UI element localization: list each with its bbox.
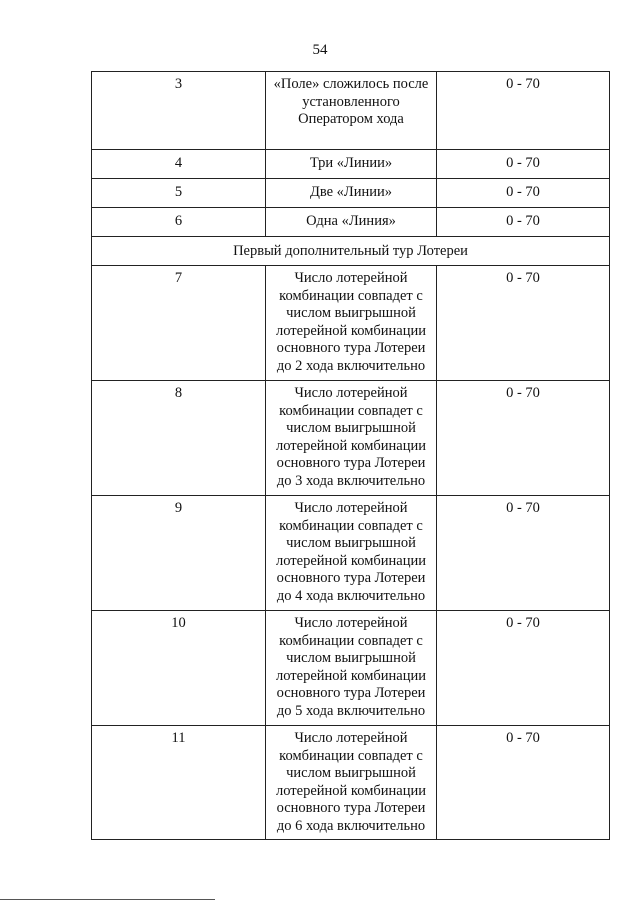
range-cell: 0 - 70	[437, 726, 610, 840]
condition-cell: Число лотерейной комбинации совпадет с числом выигрышной лотерейной комбинации основного тура Лотереи до 2 хода включительно	[266, 266, 437, 381]
row-number-cell: 9	[92, 496, 266, 611]
condition-cell: Число лотерейной комбинации совпадет с числом выигрышной лотерейной комбинации основного тура Лотереи до 3 хода включительно	[266, 381, 437, 496]
condition-cell: Одна «Линия»	[266, 208, 437, 237]
row-number-cell: 6	[92, 208, 266, 237]
range-cell: 0 - 70	[437, 72, 610, 150]
row-number-cell: 7	[92, 266, 266, 381]
prize-table	[91, 71, 610, 840]
section-title: Первый дополнительный тур Лотереи	[92, 237, 610, 266]
range-cell: 0 - 70	[437, 150, 610, 179]
range-cell: 0 - 70	[437, 179, 610, 208]
row-number-cell: 11	[92, 726, 266, 840]
table-row	[92, 179, 610, 208]
page-number: 54	[312, 42, 328, 58]
section-header-row	[92, 237, 610, 266]
table-row	[92, 266, 610, 381]
table-row	[92, 72, 610, 150]
condition-cell: Три «Линии»	[266, 150, 437, 179]
table-row	[92, 611, 610, 726]
condition-cell: Две «Линии»	[266, 179, 437, 208]
row-number-cell: 8	[92, 381, 266, 496]
condition-cell: Число лотерейной комбинации совпадет с числом выигрышной лотерейной комбинации основного тура Лотереи до 4 хода включительно	[266, 496, 437, 611]
row-number-cell: 10	[92, 611, 266, 726]
range-cell: 0 - 70	[437, 381, 610, 496]
range-cell: 0 - 70	[437, 496, 610, 611]
row-number-cell: 4	[92, 150, 266, 179]
range-cell: 0 - 70	[437, 208, 610, 237]
table-row	[92, 726, 610, 840]
table-row	[92, 150, 610, 179]
condition-cell: Число лотерейной комбинации совпадет с числом выигрышной лотерейной комбинации основного тура Лотереи до 5 хода включительно	[266, 611, 437, 726]
range-cell: 0 - 70	[437, 266, 610, 381]
range-cell: 0 - 70	[437, 611, 610, 726]
table-row	[92, 208, 610, 237]
row-number-cell: 5	[92, 179, 266, 208]
condition-cell: «Поле» сложилось после установленного Оператором хода	[266, 72, 437, 150]
page-footer-rule	[0, 899, 215, 900]
table-row	[92, 381, 610, 496]
row-number-cell: 3	[92, 72, 266, 150]
table-row	[92, 496, 610, 611]
condition-cell: Число лотерейной комбинации совпадет с числом выигрышной лотерейной комбинации основного тура Лотереи до 6 хода включительно	[266, 726, 437, 840]
